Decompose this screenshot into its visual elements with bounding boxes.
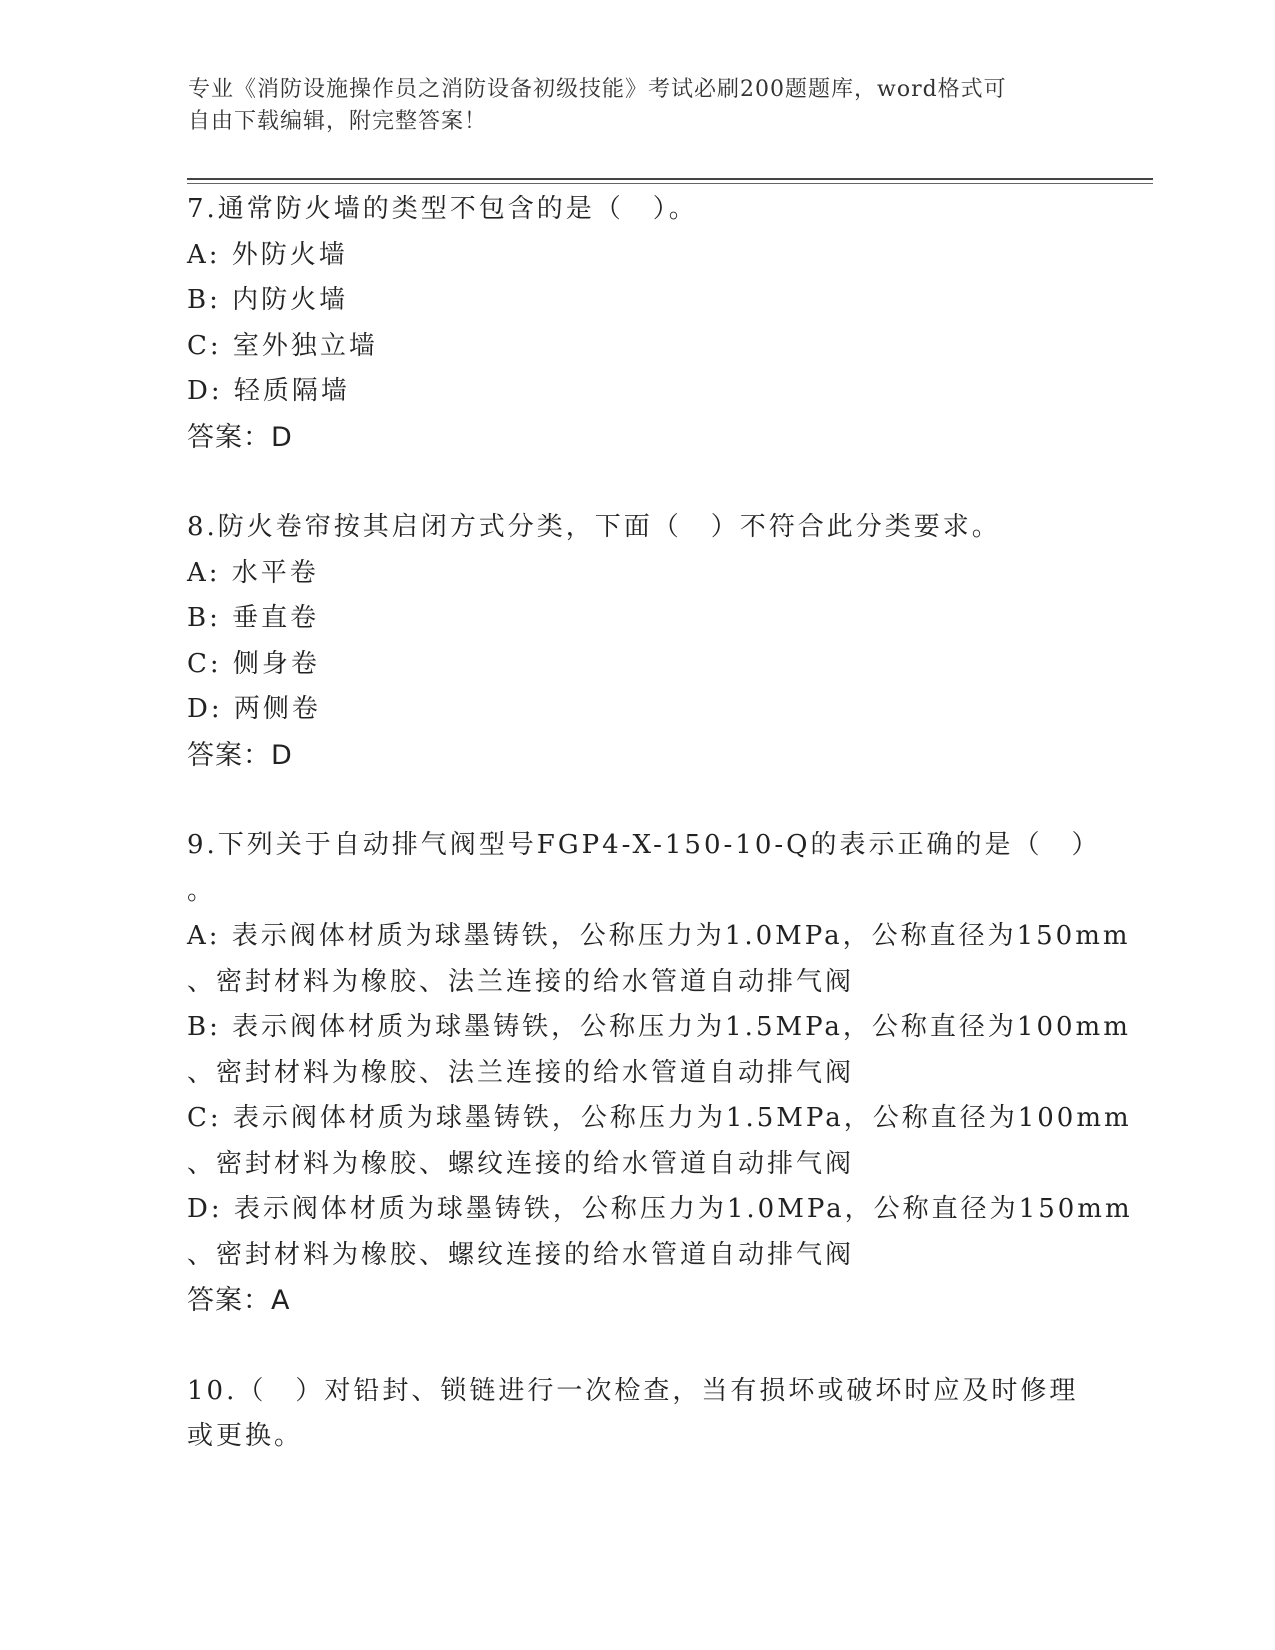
- header-divider-thick: [187, 178, 1153, 180]
- option-d: D: 两侧卷: [187, 694, 321, 724]
- option-a: A: 外防火墙: [187, 239, 348, 270]
- option-b: B: 垂直卷: [187, 603, 320, 633]
- option-a: A: 表示阀体材质为球墨铸铁，公称压力为1.0MPa，公称直径为150mm: [187, 921, 1131, 951]
- question-8: [187, 505, 1087, 778]
- header-line-2: 自由下载编辑，附完整答案！: [188, 109, 488, 134]
- question-stem: 9.下列关于自动排气阀型号FGP4-X-150-10-Q的表示正确的是（ ）: [187, 830, 1101, 860]
- header-line-1: 专业《消防设施操作员之消防设备初级技能》考试必刷200题题库，word格式可: [188, 77, 1007, 102]
- answer-line: 答案：A: [187, 1285, 291, 1316]
- answer-line: 答案：D: [187, 739, 293, 771]
- option-d: D: 轻质隔墙: [187, 376, 350, 406]
- question-stem: 10.（ ）对铅封、锁链进行一次检查，当有损坏或破坏时应及时修理: [187, 1375, 1079, 1406]
- header-divider-thin: [187, 183, 1153, 184]
- answer-line: 答案：D: [187, 421, 293, 453]
- option-b: B: 表示阀体材质为球墨铸铁，公称压力为1.5MPa，公称直径为100mm: [187, 1012, 1131, 1042]
- option-c: C: 侧身卷: [187, 648, 320, 679]
- question-stem: 8.防火卷帘按其启闭方式分类，下面（ ）不符合此分类要求。: [187, 512, 1001, 542]
- option-b-continuation: 、密封材料为橡胶、法兰连接的给水管道自动排气阀: [187, 1057, 855, 1088]
- option-b: B: 内防火墙: [187, 285, 349, 315]
- question-stem-continuation: 或更换。: [187, 1421, 304, 1451]
- option-c: C: 室外独立墙: [187, 330, 378, 361]
- option-c-continuation: 、密封材料为橡胶、螺纹连接的给水管道自动排气阀: [187, 1148, 855, 1179]
- option-a: A: 水平卷: [187, 557, 319, 588]
- question-stem-continuation: 。: [187, 875, 217, 906]
- question-stem: 7.通常防火墙的类型不包含的是（ ）。: [187, 194, 698, 224]
- question-7: [187, 187, 1087, 460]
- question-10: [187, 1369, 1087, 1460]
- question-list: [187, 187, 1133, 1460]
- option-c: C: 表示阀体材质为球墨铸铁，公称压力为1.5MPa，公称直径为100mm: [187, 1103, 1132, 1133]
- document-header: [188, 74, 1068, 138]
- question-9: [187, 823, 1133, 1324]
- option-a-continuation: 、密封材料为橡胶、法兰连接的给水管道自动排气阀: [187, 966, 855, 997]
- option-d: D: 表示阀体材质为球墨铸铁，公称压力为1.0MPa，公称直径为150mm: [187, 1194, 1133, 1224]
- option-d-continuation: 、密封材料为橡胶、螺纹连接的给水管道自动排气阀: [187, 1239, 855, 1270]
